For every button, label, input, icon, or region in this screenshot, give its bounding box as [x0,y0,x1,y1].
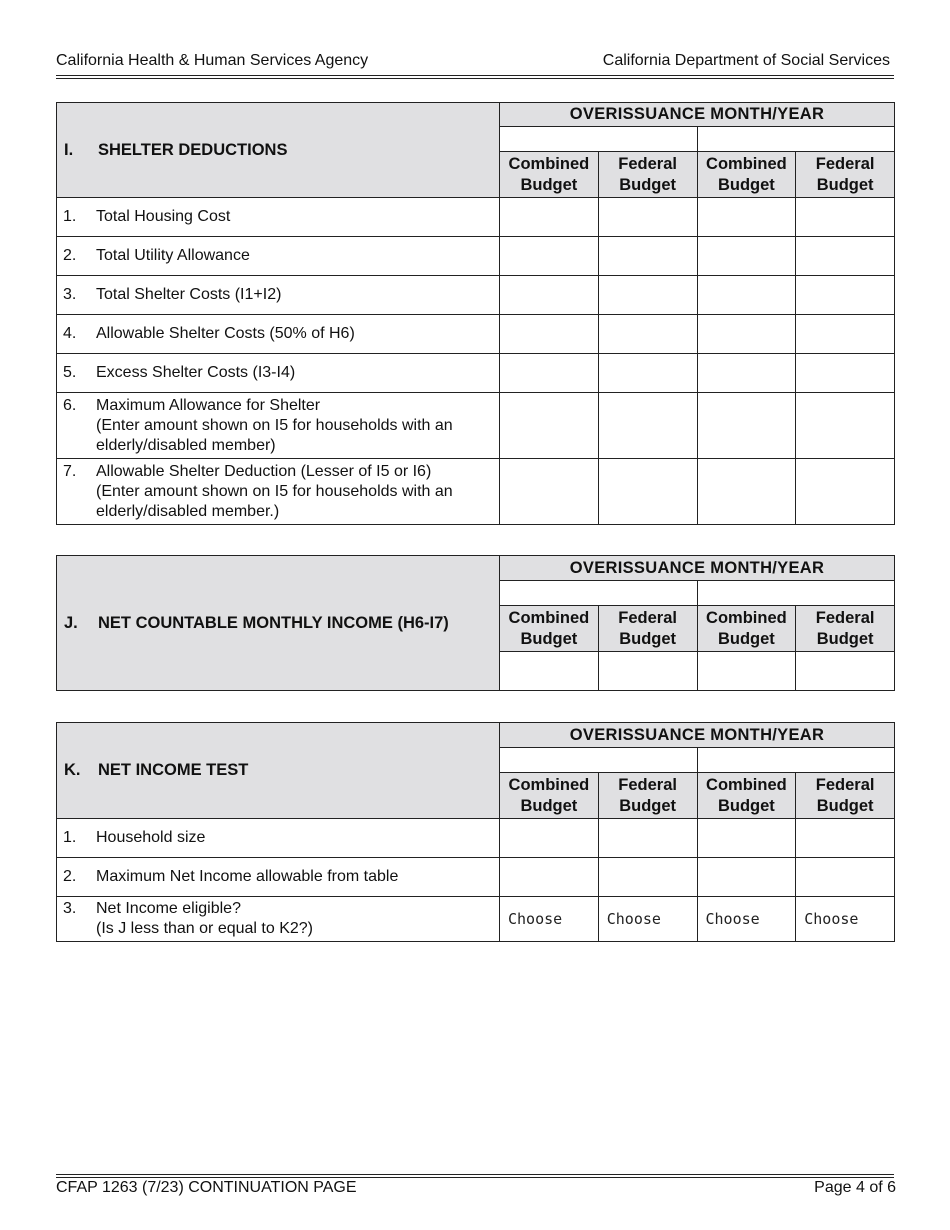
amount-input-federal[interactable] [796,237,895,276]
row-label [57,819,500,858]
amount-input-combined[interactable] [697,459,796,525]
amount-input-federal[interactable] [598,276,697,315]
amount-input-federal[interactable] [796,459,895,525]
overissuance-month-year-header: OVERISSUANCE MONTH/YEAR [500,723,895,748]
section-i-table [56,102,895,525]
col-header-combined-budget: Combined Budget [500,152,599,198]
agency-name: California Health & Human Services Agency [56,52,369,69]
row-text: Household size [96,829,206,846]
table-row [57,819,895,858]
section-k-table [56,722,895,942]
table-row [57,276,895,315]
section-title: NET INCOME TEST [98,761,249,779]
col-header-combined-budget: Combined Budget [697,606,796,652]
amount-input-federal[interactable] [598,858,697,897]
amount-input-combined[interactable] [697,276,796,315]
amount-input-federal[interactable] [598,315,697,354]
month-year-input-2[interactable] [697,581,895,606]
row-number: 1. [63,208,77,225]
col-header-combined-budget: Combined Budget [697,152,796,198]
section-title: NET COUNTABLE MONTHLY INCOME (H6-I7) [98,613,449,632]
row-text: Allowable Shelter Costs (50% of H6) [96,325,355,342]
row-text: Maximum Allowance for Shelter (Enter amount shown on I5 for households with an elderly/disabled member) [96,396,453,454]
row-text: Allowable Shelter Deduction (Lesser of I5 or I6) (Enter amount shown on I5 for households with an elderly/disabled member.) [96,462,453,520]
amount-input-federal[interactable] [598,819,697,858]
header-rule-2 [56,78,894,79]
col-header-federal-budget: Federal Budget [598,152,697,198]
section-i-heading [57,103,500,198]
table-row [57,198,895,237]
row-number: 5. [63,364,77,381]
overissuance-month-year-header: OVERISSUANCE MONTH/YEAR [500,556,895,581]
row-number: 6. [63,396,77,414]
row-number: 3. [63,900,77,917]
row-number: 2. [63,247,77,264]
amount-input-combined[interactable] [500,393,599,459]
amount-input-federal[interactable] [598,198,697,237]
section-letter: I. [64,140,74,159]
form-id: CFAP 1263 (7/23) CONTINUATION PAGE [56,1179,357,1196]
amount-input-federal[interactable] [598,237,697,276]
choose-dropdown-federal[interactable]: Choose [598,897,697,942]
col-header-federal-budget: Federal Budget [796,773,895,819]
amount-input-combined[interactable] [500,819,599,858]
row-number: 1. [63,829,77,846]
amount-input-federal[interactable] [796,276,895,315]
col-header-combined-budget: Combined Budget [500,606,599,652]
section-j-heading [57,556,500,691]
table-row [57,897,895,942]
amount-input-combined[interactable] [697,819,796,858]
row-label [57,393,500,459]
net-income-combined-input[interactable] [697,652,796,691]
month-year-input-1[interactable] [500,748,698,773]
month-year-input-1[interactable] [500,127,698,152]
overissuance-month-year-header: OVERISSUANCE MONTH/YEAR [500,103,895,127]
footer-rule-2 [56,1177,894,1178]
table-row [57,459,895,525]
amount-input-federal[interactable] [796,354,895,393]
table-row [57,393,895,459]
amount-input-federal[interactable] [796,315,895,354]
amount-input-federal[interactable] [796,819,895,858]
row-label [57,858,500,897]
col-header-federal-budget: Federal Budget [598,773,697,819]
section-letter: J. [64,613,78,632]
row-number: 7. [63,462,77,480]
amount-input-federal[interactable] [598,393,697,459]
choose-dropdown-combined[interactable]: Choose [500,897,599,942]
row-label [57,198,500,237]
amount-input-federal[interactable] [796,858,895,897]
row-text: Total Utility Allowance [96,247,250,264]
row-label [57,276,500,315]
amount-input-federal[interactable] [598,354,697,393]
col-header-federal-budget: Federal Budget [598,606,697,652]
section-letter: K. [64,761,81,779]
col-header-federal-budget: Federal Budget [796,152,895,198]
month-year-input-2[interactable] [697,127,895,152]
row-label [57,459,500,525]
row-number: 3. [63,286,77,303]
amount-input-combined[interactable] [500,354,599,393]
row-label [57,237,500,276]
table-row [57,354,895,393]
amount-input-combined[interactable] [697,198,796,237]
table-row [57,237,895,276]
table-row [57,858,895,897]
amount-input-combined[interactable] [500,237,599,276]
section-j-table [56,555,895,691]
section-title: SHELTER DEDUCTIONS [98,140,288,159]
department-name: California Department of Social Services [602,52,890,69]
row-label [57,315,500,354]
header-rule [56,75,894,76]
row-text: Maximum Net Income allowable from table [96,868,399,885]
row-text: Total Housing Cost [96,208,231,225]
row-number: 4. [63,325,77,342]
net-income-combined-input[interactable] [500,652,599,691]
amount-input-combined[interactable] [500,276,599,315]
section-k-heading [57,723,500,819]
row-text: Total Shelter Costs (I1+I2) [96,286,282,303]
month-year-input-2[interactable] [697,748,895,773]
amount-input-combined[interactable] [697,354,796,393]
table-row [57,315,895,354]
net-income-federal-input[interactable] [796,652,895,691]
col-header-federal-budget: Federal Budget [796,606,895,652]
row-label [57,897,500,942]
amount-input-combined[interactable] [500,315,599,354]
footer-rule [56,1174,894,1175]
amount-input-combined[interactable] [697,393,796,459]
amount-input-federal[interactable] [796,393,895,459]
row-number: 2. [63,868,77,885]
amount-input-combined[interactable] [697,858,796,897]
amount-input-combined[interactable] [500,459,599,525]
amount-input-combined[interactable] [697,315,796,354]
amount-input-combined[interactable] [500,198,599,237]
row-label [57,354,500,393]
col-header-combined-budget: Combined Budget [697,773,796,819]
row-text: Excess Shelter Costs (I3-I4) [96,364,296,381]
amount-input-federal[interactable] [598,459,697,525]
month-year-input-1[interactable] [500,581,698,606]
net-income-federal-input[interactable] [598,652,697,691]
page-number: Page 4 of 6 [814,1179,896,1196]
choose-dropdown-federal[interactable]: Choose [796,897,895,942]
col-header-combined-budget: Combined Budget [500,773,599,819]
amount-input-combined[interactable] [697,237,796,276]
row-text: Net Income eligible? (Is J less than or equal to K2?) [96,900,313,937]
choose-dropdown-combined[interactable]: Choose [697,897,796,942]
amount-input-federal[interactable] [796,198,895,237]
amount-input-combined[interactable] [500,858,599,897]
